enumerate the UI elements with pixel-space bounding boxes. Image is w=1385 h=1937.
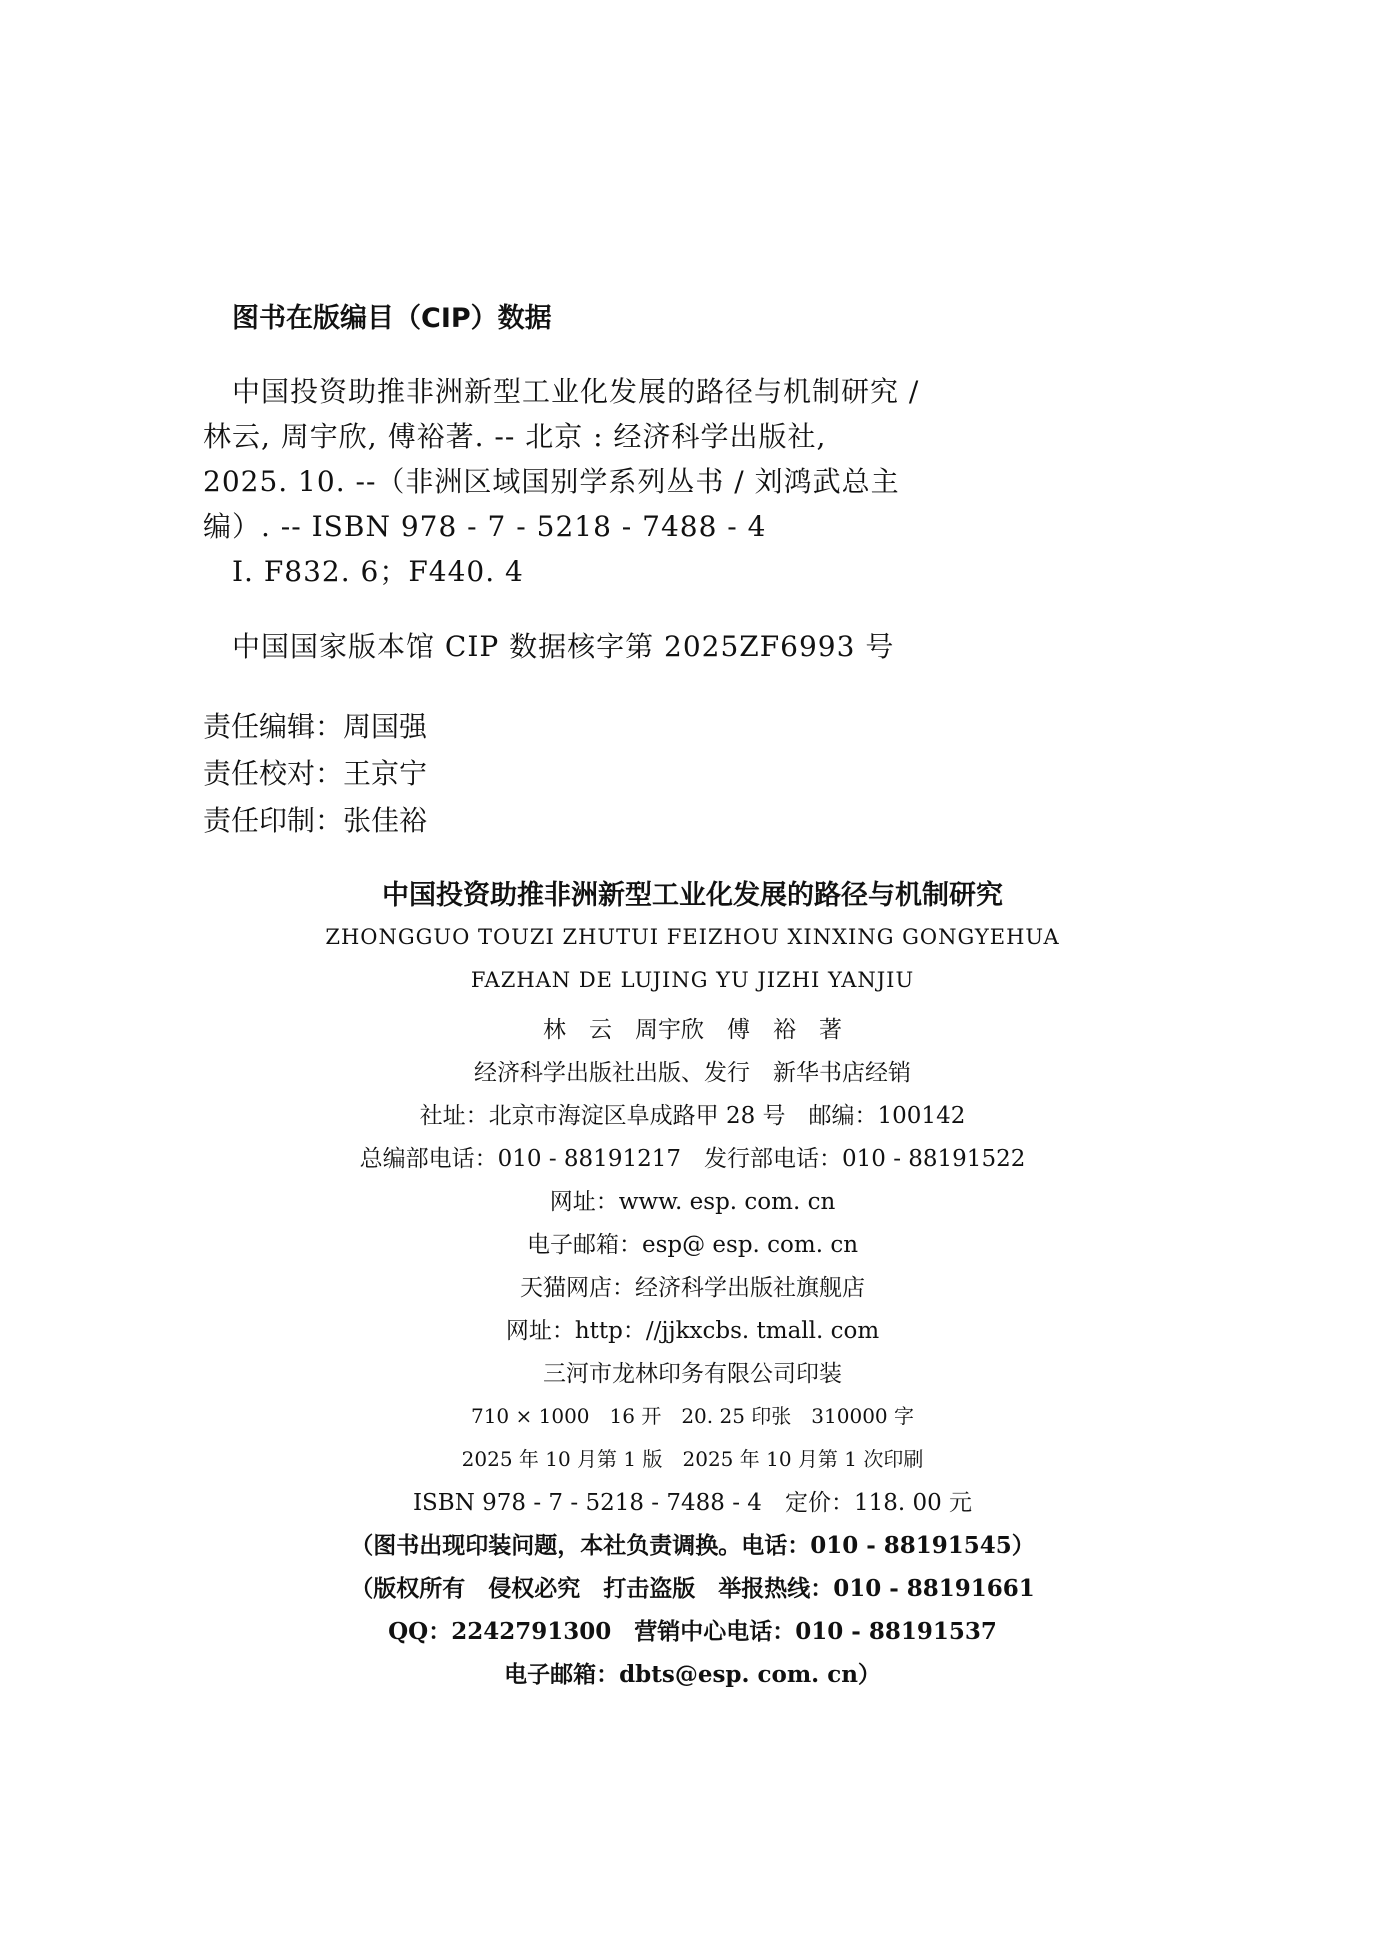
colophon-notice-2: （版权所有 侵权必究 打击盗版 举报热线：010 - 88191661 <box>350 1575 1035 1602</box>
staff-printing: 责任印制：张佳裕 <box>203 804 428 837</box>
colophon-pinyin-2: FAZHAN DE LUJING YU JIZHI YANJIU <box>470 968 915 992</box>
cip-line-4: 编）. -- ISBN 978 - 7 - 5218 - 7488 - 4 <box>203 510 767 543</box>
colophon-notice-3: QQ：2242791300 营销中心电话：010 - 88191537 <box>388 1618 997 1645</box>
colophon-pinyin-1: ZHONGGUO TOUZI ZHUTUI FEIZHOU XINXING GONGYEHUA <box>325 925 1060 949</box>
cip-line-1: 中国投资助推非洲新型工业化发展的路径与机制研究 / <box>232 375 920 408</box>
cip-verification: 中国国家版本馆 CIP 数据核字第 2025ZF6993 号 <box>232 630 895 663</box>
staff-editor: 责任编辑：周国强 <box>203 710 428 743</box>
colophon-printer: 三河市龙林印务有限公司印装 <box>543 1361 842 1387</box>
colophon-tmall-store: 天猫网店：经济科学出版社旗舰店 <box>520 1275 865 1301</box>
colophon-email: 电子邮箱：esp@ esp. com. cn <box>526 1232 859 1258</box>
colophon-title: 中国投资助推非洲新型工业化发展的路径与机制研究 <box>382 880 1003 911</box>
colophon-address: 社址：北京市海淀区阜成路甲 28 号 邮编：100142 <box>419 1103 966 1129</box>
colophon-phones: 总编部电话：010 - 88191217 发行部电话：010 - 88191522 <box>359 1146 1026 1172</box>
colophon-notice-4: 电子邮箱：dbts@esp. com. cn） <box>504 1661 881 1688</box>
staff-proofreader: 责任校对：王京宁 <box>203 757 428 790</box>
colophon-notice-1: （图书出现印装问题，本社负责调换。电话：010 - 88191545） <box>350 1532 1035 1559</box>
colophon-publisher: 经济科学出版社出版、发行 新华书店经销 <box>474 1060 911 1086</box>
colophon-tmall-url: 网址：http：//jjkxcbs. tmall. com <box>505 1318 880 1344</box>
colophon-specs: 710 × 1000 16 开 20. 25 印张 310000 字 <box>470 1404 915 1428</box>
colophon-authors: 林 云 周宇欣 傅 裕 著 <box>543 1017 842 1043</box>
colophon-isbn-price: ISBN 978 - 7 - 5218 - 7488 - 4 定价：118. 00 元 <box>412 1490 973 1516</box>
cip-classification: Ⅰ. F832. 6；F440. 4 <box>232 555 524 588</box>
cip-line-2: 林云, 周宇欣, 傅裕著. -- 北京 : 经济科学出版社, <box>203 420 827 453</box>
colophon-website: 网址：www. esp. com. cn <box>549 1189 836 1215</box>
cip-heading: 图书在版编目（CIP）数据 <box>232 303 552 334</box>
colophon-edition: 2025 年 10 月第 1 版 2025 年 10 月第 1 次印刷 <box>461 1447 924 1471</box>
cip-line-3: 2025. 10. --（非洲区域国别学系列丛书 / 刘鸿武总主 <box>203 465 900 498</box>
